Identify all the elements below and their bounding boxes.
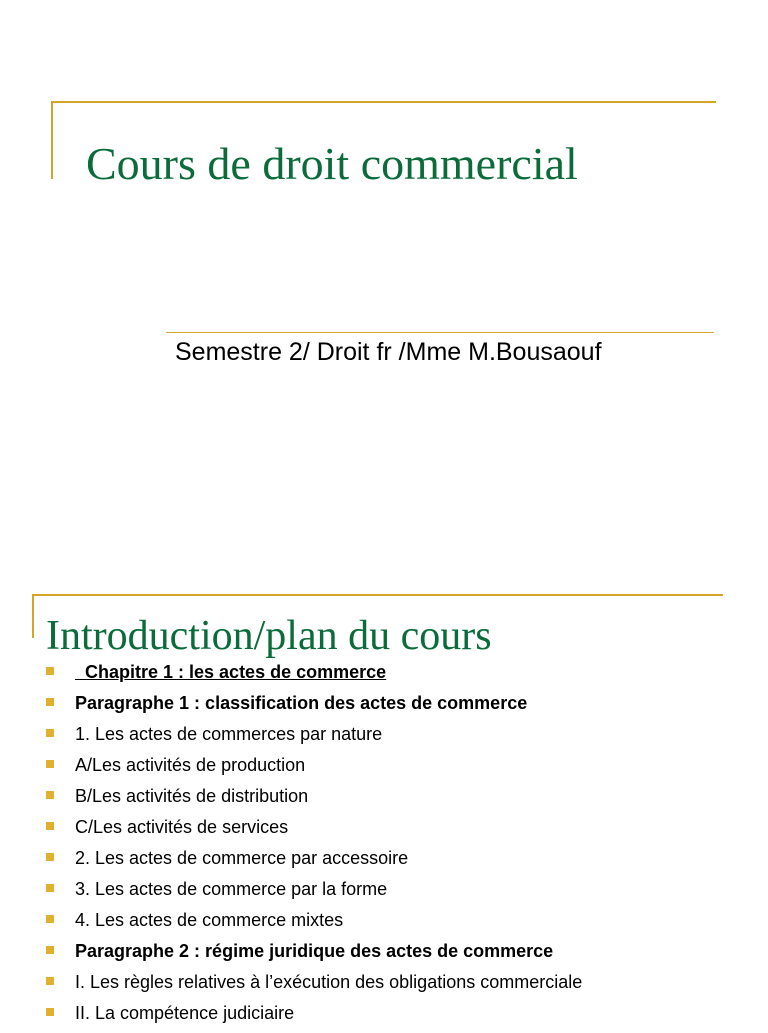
plan-item: C/Les activités de services: [46, 816, 582, 847]
slide-plan: [0, 560, 768, 1024]
plan-item: Chapitre 1 : les actes de commerce: [46, 661, 582, 692]
square-bullet-icon: [46, 698, 54, 706]
square-bullet-icon: [46, 977, 54, 985]
title-frame-top-line: [51, 101, 716, 103]
square-bullet-icon: [46, 667, 54, 675]
title-frame-left-line: [51, 101, 53, 179]
square-bullet-icon: [46, 1008, 54, 1016]
square-bullet-icon: [46, 791, 54, 799]
square-bullet-icon: [46, 729, 54, 737]
plan-item: II. La compétence judiciaire: [46, 1002, 582, 1033]
plan-frame-top-line: [32, 594, 723, 596]
plan-frame-left-line: [32, 594, 34, 638]
plan-item: 4. Les actes de commerce mixtes: [46, 909, 582, 940]
plan-item: I. Les règles relatives à l’exécution des obligations commerciale: [46, 971, 582, 1002]
square-bullet-icon: [46, 884, 54, 892]
plan-title: Introduction/plan du cours: [46, 613, 492, 659]
square-bullet-icon: [46, 915, 54, 923]
plan-item: A/Les activités de production: [46, 754, 582, 785]
plan-item: 3. Les actes de commerce par la forme: [46, 878, 582, 909]
plan-item: Paragraphe 1 : classification des actes de commerce: [46, 692, 582, 723]
subtitle-rule: [166, 332, 714, 333]
plan-list: [46, 661, 582, 1033]
plan-item: Paragraphe 2 : régime juridique des actes de commerce: [46, 940, 582, 971]
square-bullet-icon: [46, 946, 54, 954]
course-title: Cours de droit commercial: [86, 138, 578, 189]
plan-item: 2. Les actes de commerce par accessoire: [46, 847, 582, 878]
plan-item: 1. Les actes de commerces par nature: [46, 723, 582, 754]
square-bullet-icon: [46, 760, 54, 768]
square-bullet-icon: [46, 822, 54, 830]
square-bullet-icon: [46, 853, 54, 861]
course-subtitle: Semestre 2/ Droit fr /Mme M.Bousaouf: [175, 338, 602, 366]
plan-item: B/Les activités de distribution: [46, 785, 582, 816]
